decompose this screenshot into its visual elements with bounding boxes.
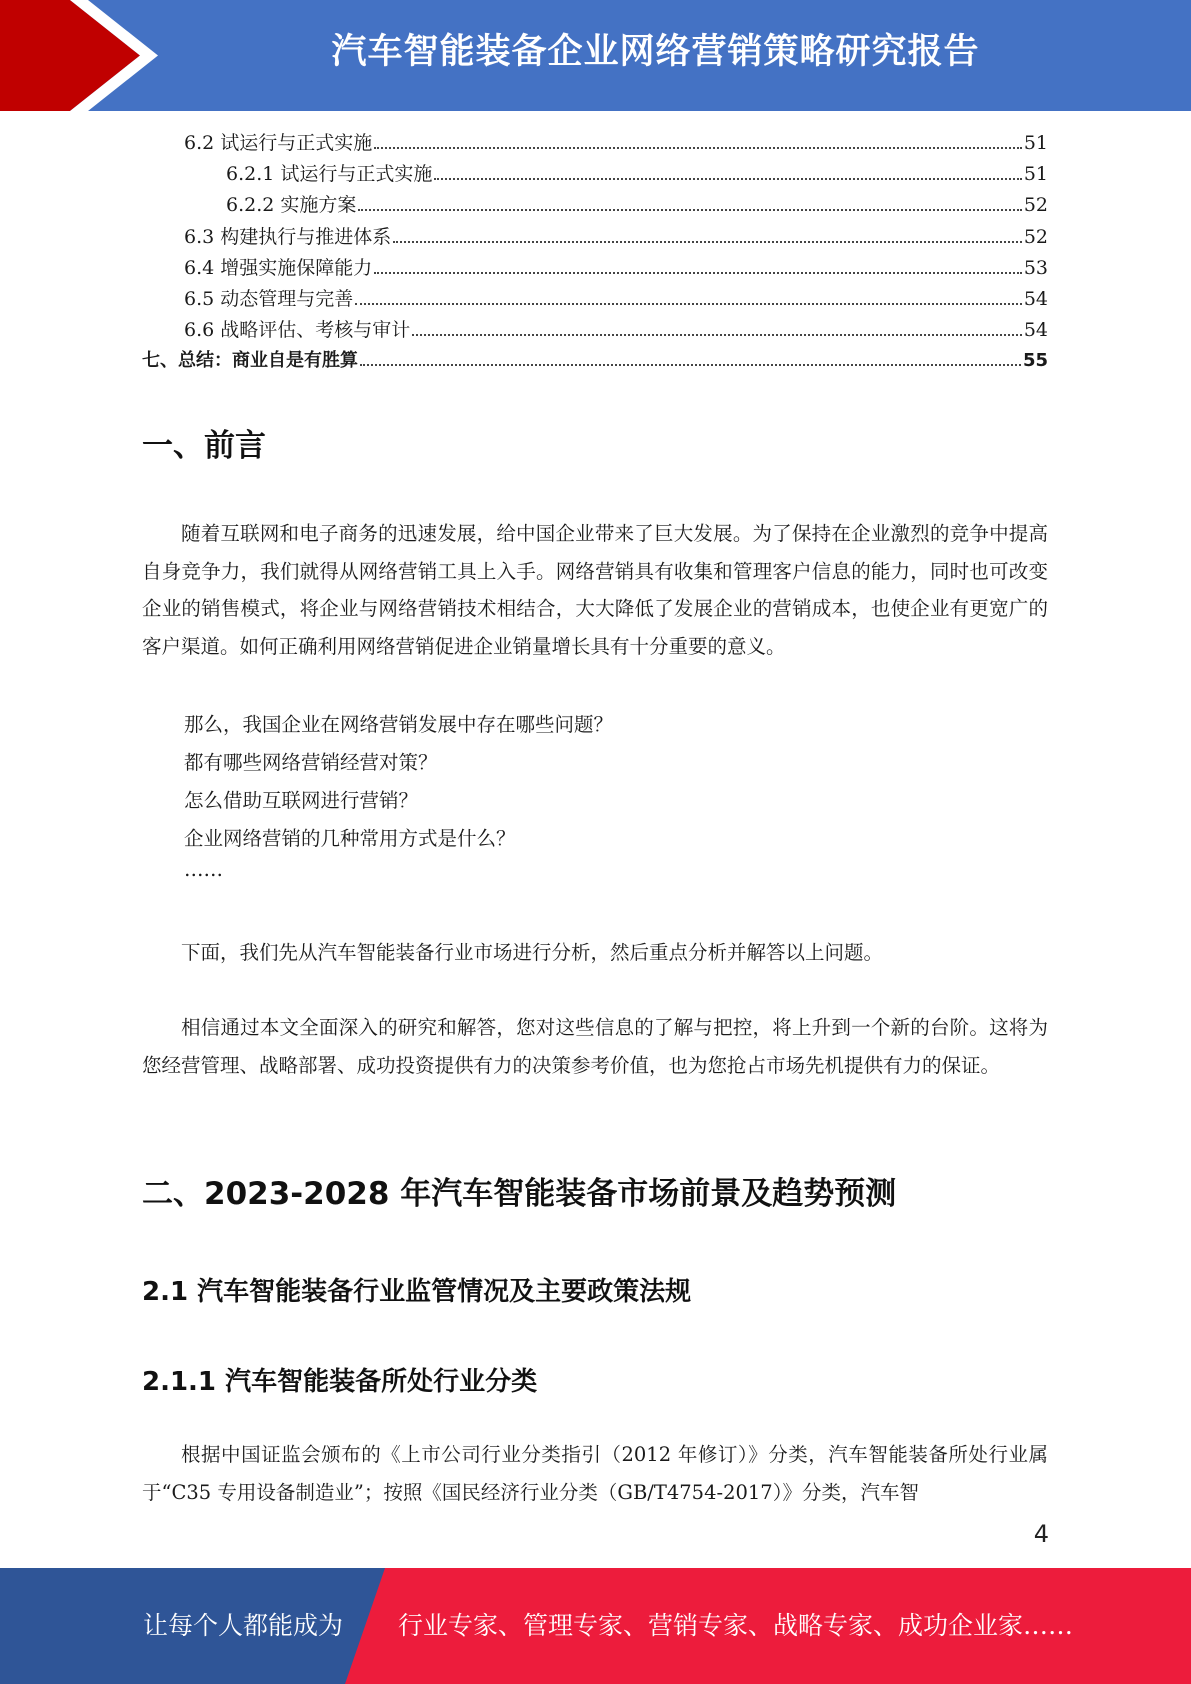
- toc-entry-page: 52: [1023, 225, 1048, 248]
- ellipsis-line: ……: [184, 858, 223, 881]
- toc-entry-page: 53: [1023, 256, 1048, 279]
- section-heading-forecast: 二、2023-2028 年汽车智能装备市场前景及趋势预测: [142, 1176, 897, 1212]
- toc-entry[interactable]: [142, 253, 1048, 284]
- question-line: 怎么借助互联网进行营销？: [184, 789, 419, 812]
- toc-leader: [374, 147, 1022, 149]
- toc-entry-page: 52: [1023, 194, 1048, 217]
- report-title: 汽车智能装备企业网络营销策略研究报告: [331, 32, 980, 72]
- transition-paragraph: 下面，我们先从汽车智能装备行业市场进行分析，然后重点分析并解答以上问题。: [181, 941, 884, 964]
- toc-entry[interactable]: [142, 128, 1048, 159]
- subsection-heading: 2.1 汽车智能装备行业监管情况及主要政策法规: [142, 1277, 692, 1307]
- toc-entry-label: 6.5 动态管理与完善: [184, 287, 354, 310]
- toc-leader: [355, 303, 1022, 305]
- header-red-arrow: [0, 0, 140, 111]
- toc-entry-label: 6.2 试运行与正式实施: [184, 132, 373, 154]
- subsubsection-heading: 2.1.1 汽车智能装备所处行业分类: [142, 1367, 538, 1397]
- toc-entry-label: 6.4 增强实施保障能力: [184, 256, 373, 279]
- closing-paragraph: 相信通过本文全面深入的研究和解答，您对这些信息的了解与把控，将上升到一个新的台阶。这将为您经营管理、战略部署、成功投资提供有力的决策参考价值，也为您抢占市场先机提供有力的保证。: [142, 1016, 1048, 1077]
- industry-classification-paragraph: 根据中国证监会颁布的《上市公司行业分类指引（2012 年修订）》分类，汽车智能装备所处行业属于“C35 专用设备制造业”；按照《国民经济行业分类（GB/T4754-2017）》分类，汽车智: [142, 1443, 1048, 1504]
- toc-entry-page: 51: [1023, 163, 1048, 186]
- footer-slogan-left: 让每个人都能成为: [143, 1611, 344, 1640]
- question-line: 那么，我国企业在网络营销发展中存在哪些问题？: [184, 713, 614, 736]
- toc-entry-page: 51: [1023, 132, 1048, 154]
- preface-paragraph: 随着互联网和电子商务的迅速发展，给中国企业带来了巨大发展。为了保持在企业激烈的竞争中提高自身竞争力，我们就得从网络营销工具上入手。网络营销具有收集和管理客户信息的能力，同时也可改变企业的销售模式，将企业与网络营销技术相结合，大大降低了发展企业的营销成本，也使企业有更宽广的客户渠道。如何正确利用网络营销促进企业销量增长具有十分重要的意义。: [142, 522, 1048, 658]
- report-header: [0, 0, 1191, 111]
- question-line: 企业网络营销的几种常用方式是什么？: [184, 827, 516, 850]
- toc-entry[interactable]: [142, 284, 1048, 315]
- footer-slogan-right: 行业专家、管理专家、营销专家、战略专家、成功企业家……: [398, 1611, 1074, 1640]
- toc-entry[interactable]: [142, 315, 1048, 346]
- toc-leader: [434, 178, 1021, 180]
- toc-leader: [393, 241, 1022, 243]
- page-number: 4: [1033, 1520, 1049, 1548]
- question-line: 都有哪些网络营销经营对策？: [184, 751, 438, 774]
- toc-entry-page: 54: [1023, 319, 1048, 342]
- table-of-contents: [142, 128, 1048, 378]
- toc-entry-label: 6.6 战略评估、考核与审计: [184, 319, 411, 342]
- toc-entry[interactable]: [142, 346, 1048, 377]
- toc-entry-label: 七、总结：商业自是有胜算: [142, 350, 358, 372]
- toc-entry-label: 6.3 构建执行与推进体系: [184, 225, 392, 248]
- section-heading-preface: 一、前言: [142, 428, 266, 464]
- toc-leader: [374, 272, 1022, 274]
- toc-entry-page: 54: [1023, 287, 1048, 310]
- report-footer: [0, 1568, 1191, 1684]
- toc-leader: [360, 364, 1021, 366]
- toc-entry[interactable]: [142, 159, 1048, 190]
- toc-entry-label: 6.2.1 试运行与正式实施: [226, 163, 433, 186]
- toc-leader: [358, 209, 1021, 211]
- toc-entry-label: 6.2.2 实施方案: [226, 194, 357, 217]
- toc-entry[interactable]: [142, 222, 1048, 253]
- toc-entry[interactable]: [142, 190, 1048, 221]
- toc-leader: [412, 334, 1022, 336]
- toc-entry-page: 55: [1022, 350, 1048, 372]
